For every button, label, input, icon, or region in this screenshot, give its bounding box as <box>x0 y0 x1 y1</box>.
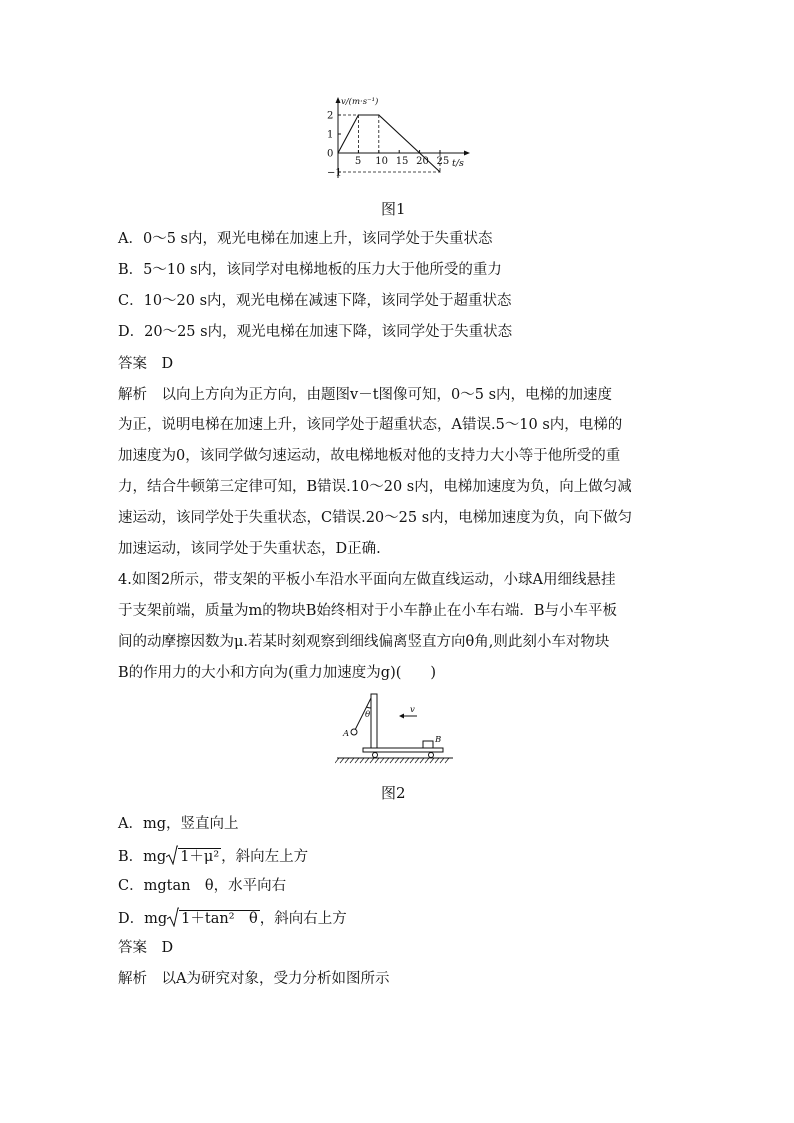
ground-hatch-line <box>385 758 389 763</box>
ground-hatch-line <box>440 758 444 763</box>
ground-hatch-line <box>445 758 449 763</box>
q4-option-c: C．mgtan θ，水平向右 <box>118 878 287 894</box>
data-point <box>358 114 359 115</box>
figure-2 <box>335 692 455 770</box>
ground-hatch-line <box>420 758 424 763</box>
q3-analysis-line-6: 加速运动，该同学处于失重状态，D正确. <box>118 541 381 557</box>
ground-hatch-line <box>345 758 349 763</box>
q3-option-a: A．0～5 s内，观光电梯在加速上升，该同学处于失重状态 <box>118 231 493 247</box>
q4-option-a: A．mg，竖直向上 <box>118 816 239 832</box>
y-tick-label: 1 <box>327 129 334 141</box>
y-axis-arrow <box>336 97 341 103</box>
block-b-label: B <box>435 735 442 745</box>
ground-hatch-line <box>435 758 439 763</box>
q3-option-d: D．20～25 s内，观光电梯在加速下降，该同学处于失重状态 <box>118 324 513 340</box>
sqrt-sign-icon <box>166 845 178 865</box>
block-b <box>423 741 433 748</box>
sqrt-sign-icon <box>167 907 179 927</box>
wheel-right <box>429 753 434 758</box>
ground-hatch-line <box>350 758 354 763</box>
theta-arc <box>367 707 372 708</box>
q3-analysis-line-4: 力，结合牛顿第三定律可知，B错误.10～20 s内，电梯加速度为负，向上做匀减 <box>118 479 632 495</box>
ground-hatch-line <box>335 758 339 763</box>
ball-a <box>351 729 357 735</box>
q4-option-b-radicand: 1＋μ² <box>180 849 220 865</box>
ground-hatch-line <box>370 758 374 763</box>
ball-a-label: A <box>343 729 350 739</box>
q4-option-b-prefix: B．mg <box>118 849 167 865</box>
figure-1-caption: 图1 <box>381 200 406 218</box>
figure-2-caption: 图2 <box>381 784 406 802</box>
ground-hatch-line <box>390 758 394 763</box>
ground-hatch-line <box>410 758 414 763</box>
x-axis-label: t/s <box>452 158 464 169</box>
theta-label: θ <box>365 710 371 720</box>
y-tick-label: −1 <box>327 167 342 179</box>
x-tick-label: 20 <box>416 156 429 167</box>
q4-option-b-suffix: ，斜向左上方 <box>221 849 309 865</box>
ground-hatch-line <box>340 758 344 763</box>
x-axis-arrow <box>464 151 470 156</box>
x-tick-label: 5 <box>354 156 362 167</box>
ground-hatch-line <box>380 758 384 763</box>
data-point <box>337 152 338 153</box>
ground-hatch-line <box>415 758 419 763</box>
figure-1 <box>320 94 480 184</box>
q4-stem-line-1: 4.如图2所示，带支架的平板小车沿水平面向左做直线运动，小球A用细线悬挂 <box>118 572 616 588</box>
q4-option-d-suffix: ，斜向右上方 <box>259 911 347 927</box>
x-tick-label: 25 <box>436 156 450 167</box>
cart-board <box>363 748 443 752</box>
ground-hatch-line <box>395 758 399 763</box>
wheel-left <box>373 753 378 758</box>
q3-analysis-line-3: 加速度为0，该同学做匀速运动，故电梯地板对他的支持力大小等于他所受的重 <box>118 448 621 464</box>
data-point <box>378 114 379 115</box>
q4-option-d-prefix: D．mg <box>118 911 168 927</box>
y-axis-label: v/(m·s⁻¹) <box>341 97 379 107</box>
q4-stem-line-2: 于支架前端，质量为m的物块B始终相对于小车静止在小车右端．B与小车平板 <box>118 603 618 619</box>
y-tick-label: 0 <box>327 148 334 160</box>
q3-option-c: C．10～20 s内，观光电梯在减速下降，该同学处于超重状态 <box>118 293 512 309</box>
ground-hatch-line <box>360 758 364 763</box>
x-tick-label: 15 <box>395 156 409 167</box>
y-tick-label: 2 <box>327 110 334 122</box>
velocity-label: v <box>410 705 415 715</box>
q4-analysis: 解析 以A为研究对象，受力分析如图所示 <box>118 971 390 987</box>
vt-chart <box>320 94 480 184</box>
ground-hatch-line <box>430 758 434 763</box>
ground-hatch-line <box>365 758 369 763</box>
q4-stem-line-4: B的作用力的大小和方向为(重力加速度为g)( ) <box>118 665 437 681</box>
ground-hatch-line <box>400 758 404 763</box>
data-point <box>419 152 420 153</box>
q3-analysis-line-1: 解析 以向上方向为正方向，由题图v－t图像可知，0～5 s内，电梯的加速度 <box>118 387 613 403</box>
velocity-arrowhead <box>399 714 404 719</box>
ground-hatch-line <box>405 758 409 763</box>
q4-answer: 答案 D <box>118 940 174 956</box>
q3-analysis-line-5: 速运动，该同学处于失重状态，C错误.20～25 s内，电梯加速度为负，向下做匀 <box>118 510 633 526</box>
x-tick-label: 10 <box>375 156 389 167</box>
q3-answer: 答案 D <box>118 356 174 372</box>
q3-analysis-line-2: 为正，说明电梯在加速上升，该同学处于超重状态，A错误.5～10 s内，电梯的 <box>118 417 623 433</box>
ground-hatch-line <box>355 758 359 763</box>
q4-option-d <box>118 907 347 929</box>
support-post <box>371 694 377 748</box>
q3-option-b: B．5～10 s内，该同学对电梯地板的压力大于他所受的重力 <box>118 262 502 278</box>
q4-option-b <box>118 845 308 867</box>
q4-option-d-radicand: 1＋tan² θ <box>181 911 258 927</box>
ground-hatch-line <box>425 758 429 763</box>
q4-stem-line-3: 间的动摩擦因数为μ.若某时刻观察到细线偏离竖直方向θ角,则此刻小车对物块 <box>118 634 610 650</box>
data-point <box>439 171 440 172</box>
ground-hatch-line <box>375 758 379 763</box>
cart-diagram <box>335 692 455 770</box>
